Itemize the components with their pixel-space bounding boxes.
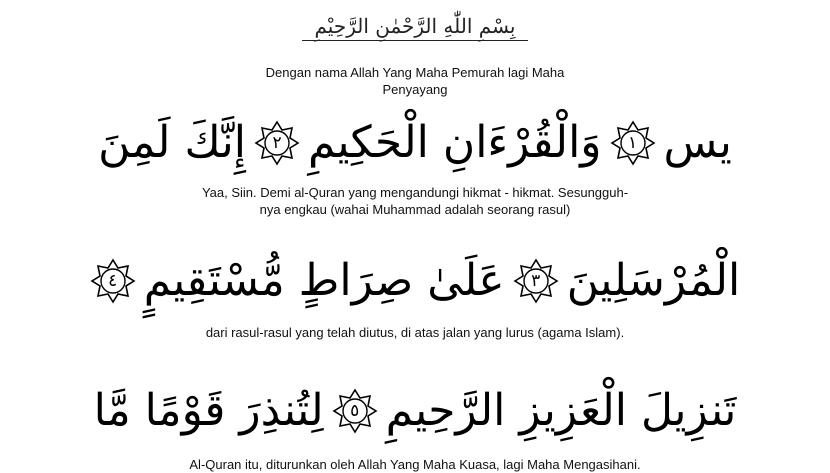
basmala-calligraphy: بِسْمِ اللّٰهِ الرَّحْمٰنِ الرَّحِيْمِ [302,14,527,41]
verse-text-2: إِنَّكَ لَمِنَ [98,117,247,168]
verse-text-5: تَنزِيلَ الْعَزِيزِ الرَّحِيمِ [385,385,737,436]
verse-marker-1 [610,120,656,166]
verse-line-3 [93,376,737,446]
verse-marker-2 [254,120,300,166]
verse-number: ٤ [108,271,118,291]
verse-text-6: لِتُنذِرَ قَوْمًا مَّا [93,385,324,436]
verse-marker-5 [332,388,378,434]
verse-text-4: عَلَىٰ صِرَاطٍ مُّسْتَقِيمٍ [143,255,505,306]
verse-marker-3 [513,258,559,304]
verse-line-2 [108,246,741,316]
verse-number: ٢ [272,133,282,153]
verse-number: ٣ [531,271,541,291]
verse-translation-3: Al-Quran itu, diturunkan oleh Allah Yang Maha Kuasa, lagi Maha Mengasihani. [189,457,641,472]
verse-line-1 [98,108,732,178]
verse-number: ١ [627,133,638,153]
verse-translation-1: Yaa, Siin. Demi al-Quran yang mengandungi hikmat - hikmat. Sesungguh- nya engkau (wahai Muhammad adalah seorang rasul) [201,185,629,217]
verse-text-1: وَالْقُرْءَانِ الْحَكِيمِ [308,117,602,168]
verse-text-yasin: يس [663,117,732,168]
verse-marker-4 [90,258,136,304]
verse-text-2-cont: الْمُرْسَلِينَ [566,255,741,306]
basmala-translation: Dengan nama Allah Yang Maha Pemurah lagi Maha Penyayang [265,65,565,97]
verse-number: ٥ [350,401,360,421]
verse-translation-2: dari rasul-rasul yang telah diutus, di atas jalan yang lurus (agama Islam). [205,325,625,340]
basmala-header [0,14,830,54]
